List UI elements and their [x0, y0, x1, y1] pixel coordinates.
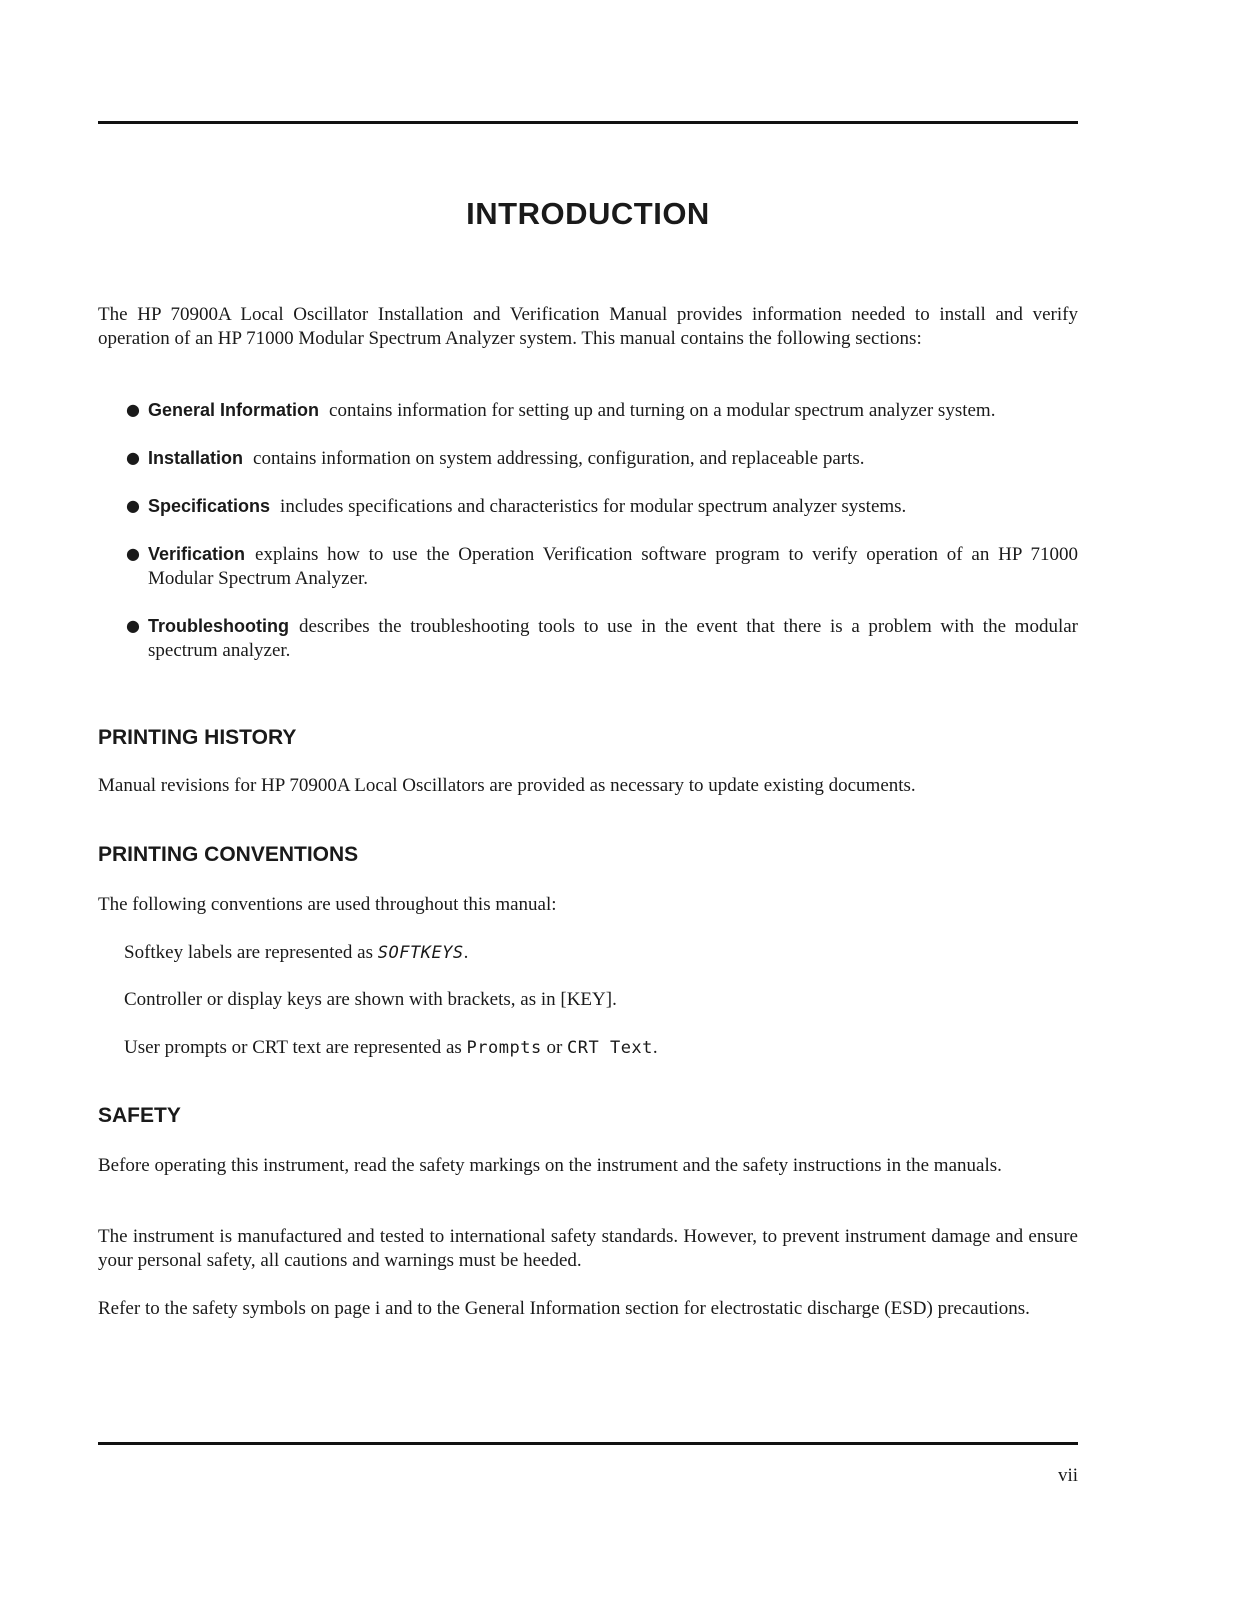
section-term: Troubleshooting — [148, 616, 289, 636]
printing-history-heading: PRINTING HISTORY — [98, 726, 297, 749]
softkey-prefix: Softkey labels are represented as — [124, 942, 374, 963]
bullet-icon: ● — [126, 616, 140, 635]
list-item — [126, 614, 1078, 663]
bullet-icon: ● — [126, 496, 140, 515]
section-description: includes specifications and characteristics for modular spectrum analyzer systems. — [280, 496, 907, 517]
softkey-convention — [124, 941, 1078, 965]
safety-paragraph-3: Refer to the safety symbols on page i and to the General Information section for electrostatic discharge (ESD) precautions. — [98, 1298, 1030, 1319]
softkey-suffix: . — [463, 942, 469, 963]
prompts-convention — [124, 1036, 1078, 1060]
bullet-icon: ● — [126, 544, 140, 563]
printing-conventions-intro: The following conventions are used throughout this manual: — [98, 894, 557, 915]
prompts-suffix: . — [652, 1037, 658, 1058]
bullet-icon: ● — [126, 400, 140, 419]
section-term: Verification — [148, 544, 246, 564]
list-item — [126, 542, 1078, 591]
list-item — [126, 398, 1078, 423]
section-description: describes the troubleshooting tools to use in the event that there is a problem with the modular spectrum analyzer. — [148, 616, 1078, 661]
section-term: Specifications — [148, 496, 271, 516]
section-description: contains information for setting up and turning on a modular spectrum analyzer system. — [329, 400, 996, 421]
sections-list — [126, 398, 1078, 686]
crt-text-example: CRT Text — [567, 1038, 653, 1058]
safety-paragraph-1: Before operating this instrument, read the safety markings on the instrument and the safety instructions in the manuals. — [98, 1155, 1002, 1176]
printing-history-text: Manual revisions for HP 70900A Local Oscillators are provided as necessary to update existing documents. — [98, 775, 916, 796]
manual-page — [98, 0, 1078, 1600]
keys-convention: Controller or display keys are shown with brackets, as in [KEY]. — [124, 989, 617, 1010]
prompts-example: Prompts — [466, 1038, 542, 1058]
section-term: Installation — [148, 448, 244, 468]
prompts-prefix: User prompts or CRT text are represented as — [124, 1037, 462, 1058]
page-title: INTRODUCTION — [466, 196, 710, 231]
softkey-example: SOFTKEYS — [377, 943, 464, 963]
top-rule — [98, 121, 1078, 124]
bullet-icon: ● — [126, 448, 140, 467]
section-term: General Information — [148, 400, 320, 420]
section-description: explains how to use the Operation Verification software program to verify operation of an HP 71000 Modular Spectrum Analyzer. — [148, 544, 1078, 589]
section-description: contains information on system addressing, configuration, and replaceable parts. — [253, 448, 865, 469]
intro-paragraph: The HP 70900A Local Oscillator Installation and Verification Manual provides information needed to install and verify operation of an HP 71000 Modular Spectrum Analyzer system. This manual contains the following sections: — [98, 304, 1078, 349]
bottom-rule — [98, 1442, 1078, 1445]
list-item — [126, 446, 1078, 471]
safety-paragraph-2: The instrument is manufactured and tested to international safety standards. However, to prevent instrument damage and ensure your personal safety, all cautions and warnings must be heeded. — [98, 1226, 1078, 1271]
page-number: vii — [1057, 1465, 1078, 1486]
safety-heading: SAFETY — [98, 1104, 181, 1127]
printing-conventions-heading: PRINTING CONVENTIONS — [98, 843, 359, 866]
prompts-or: or — [546, 1037, 563, 1058]
list-item — [126, 494, 1078, 519]
